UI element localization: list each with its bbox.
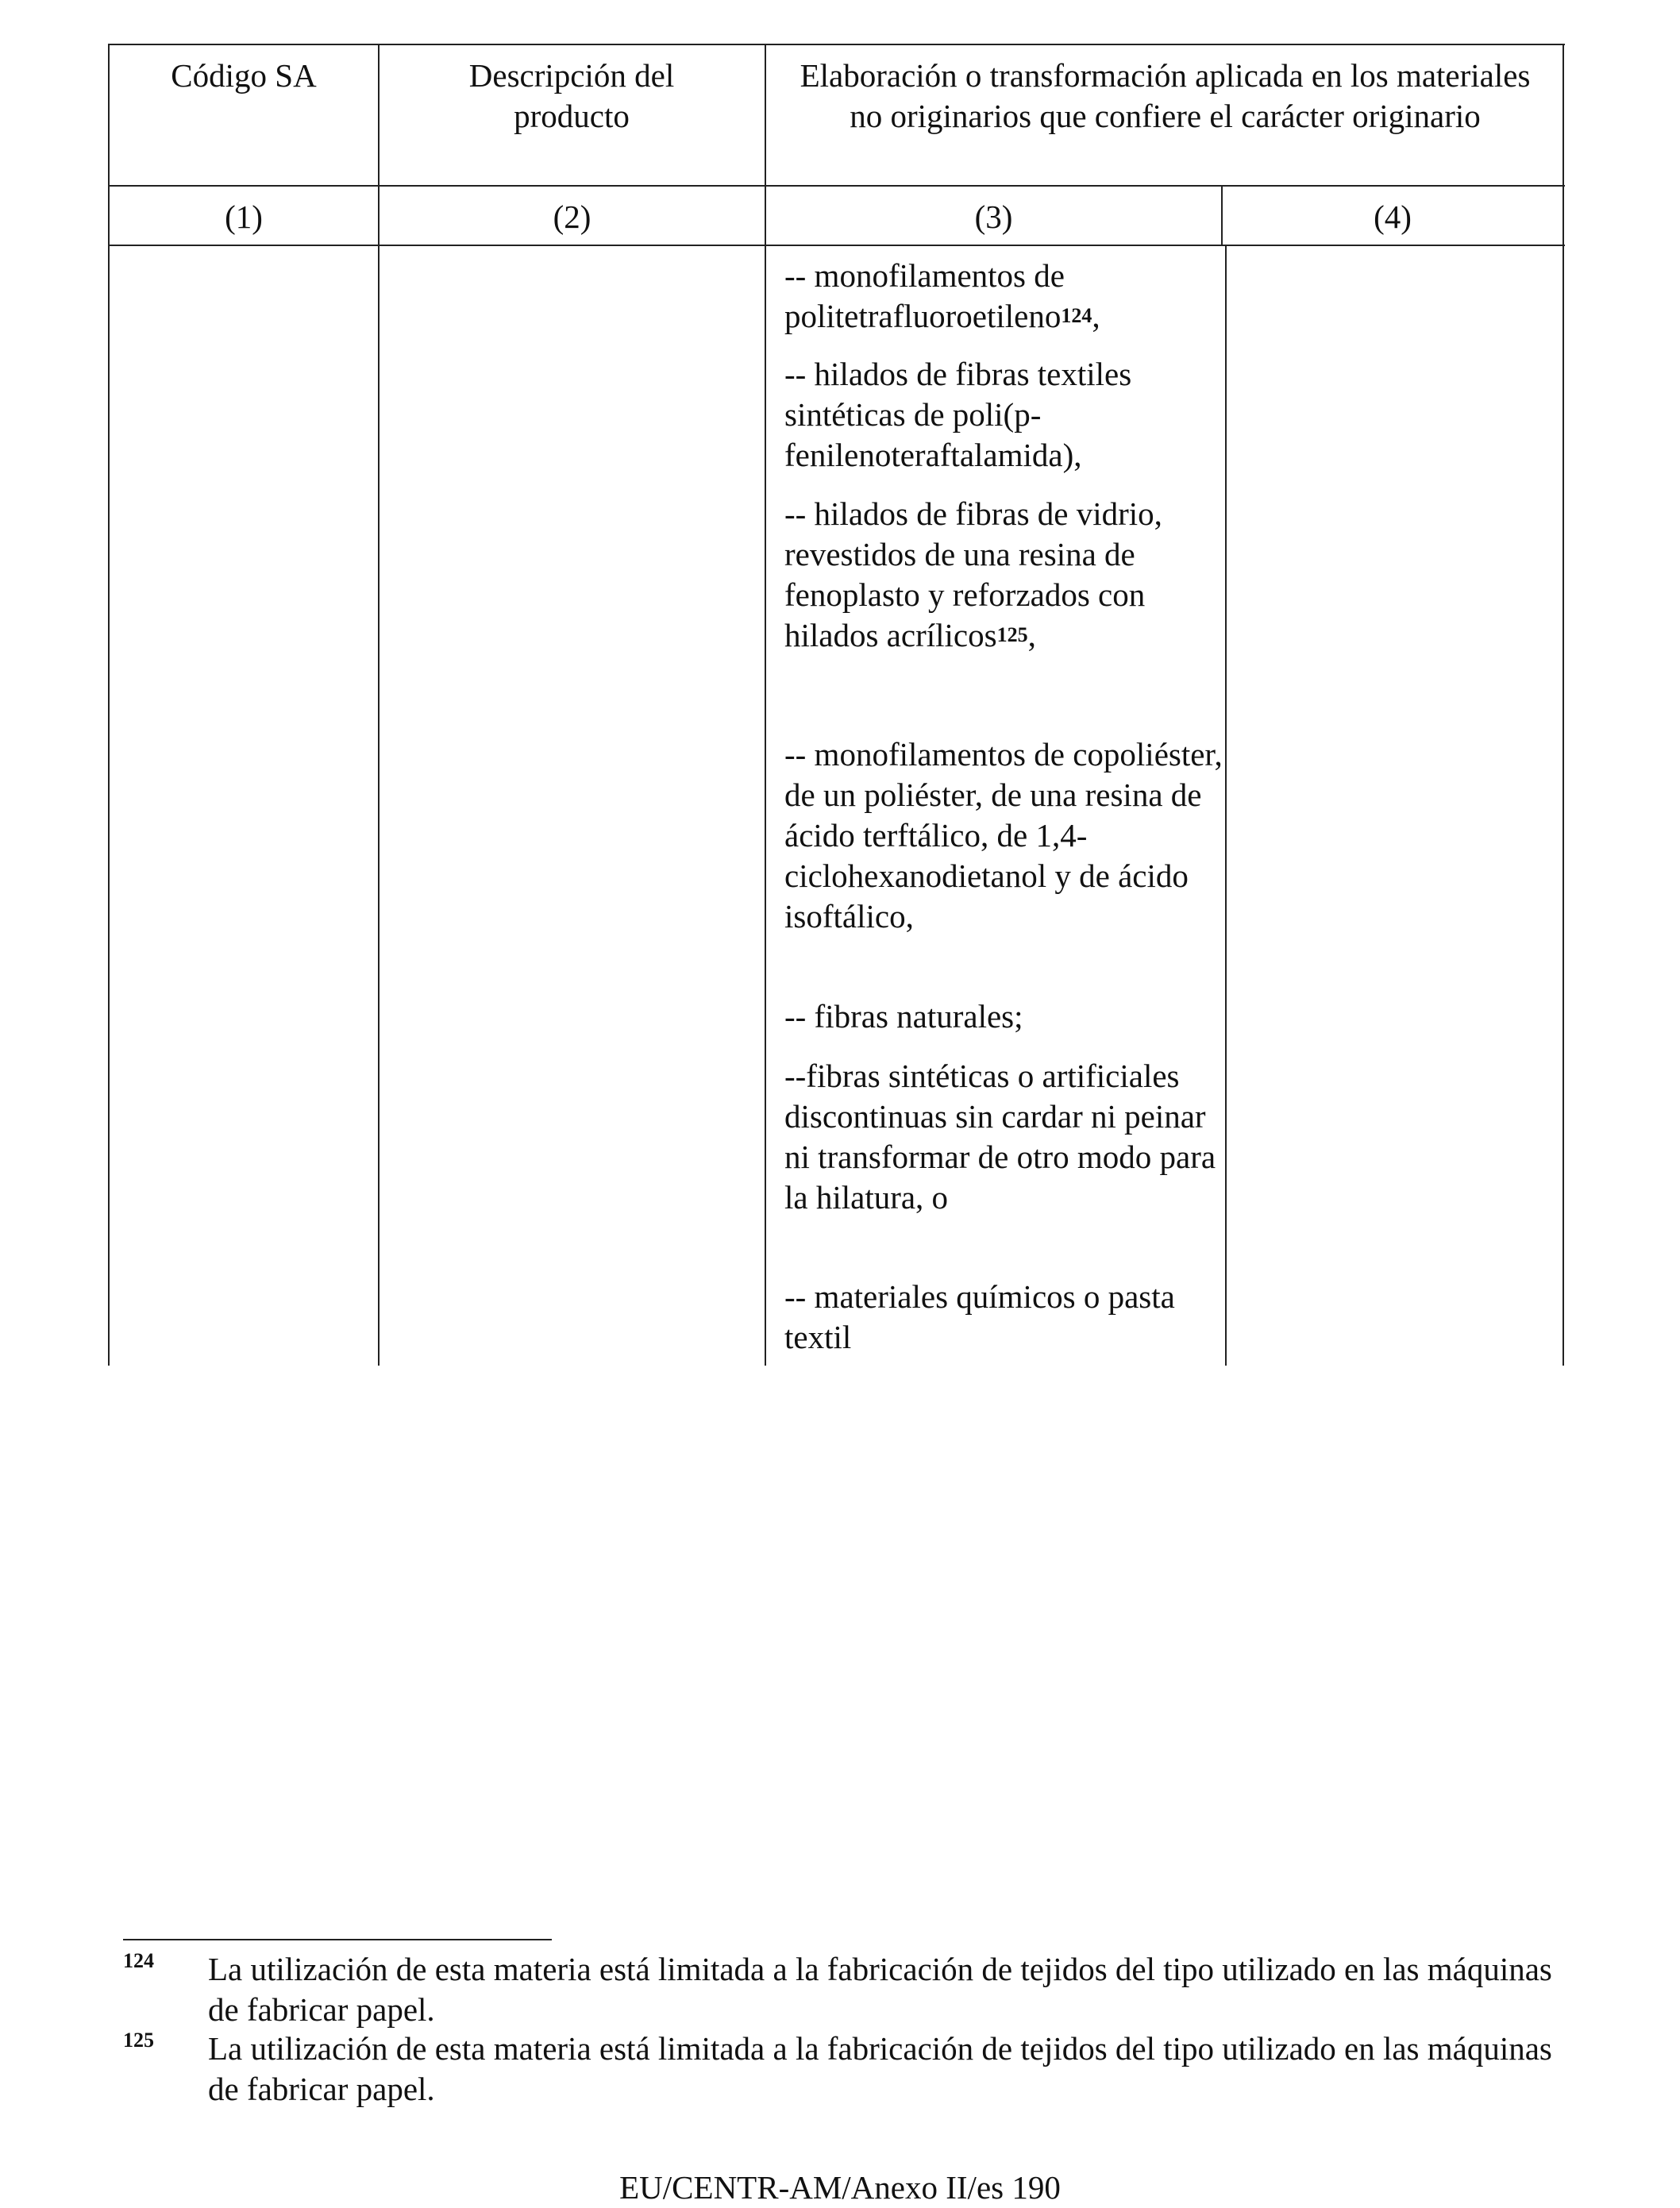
header-col-descripcion: Descripción del producto (468, 57, 675, 134)
item-text: -- hilados de fibras de vidrio, revestidos de una resina de fenoplasto y reforzados con hilados acrílicos (784, 495, 1162, 653)
list-item (784, 354, 1229, 476)
page-footer: EU/CENTR-AM/Anexo II/es 190 (619, 2169, 1061, 2206)
item-text: -- monofilamentos de copoliéster, de un poliéster, de una resina de ácido terftálico, de 1,4-ciclohexanodietanol y de ácido isoftálico, (784, 736, 1223, 934)
footnote-ref: 125 (996, 623, 1028, 646)
list-item (784, 256, 1229, 337)
column-divider-1-2 (378, 44, 380, 1366)
item-text: -- monofilamentos de politetrafluoroetileno (784, 257, 1065, 334)
header-col-elaboracion: Elaboración o transformación aplicada en los materiales no originarios que confiere el carácter originario (800, 57, 1531, 134)
item-text: -- hilados de fibras textiles sintéticas de poli(p-fenilenoteraftalamida), (784, 356, 1132, 473)
footnote-text: La utilización de esta materia está limitada a la fabricación de tejidos del tipo utilizado en las máquinas de fabricar papel. (208, 2030, 1552, 2107)
header-num-2: (2) (553, 198, 591, 235)
item-tail: , (1027, 617, 1036, 653)
footnote-separator (123, 1939, 552, 1940)
list-item (784, 996, 1229, 1037)
item-text: -- fibras naturales; (784, 998, 1023, 1035)
footnote-text: La utilización de esta materia está limitada a la fabricación de tejidos del tipo utilizado en las máquinas de fabricar papel. (208, 1951, 1552, 2028)
item-text: -- materiales químicos o pasta textil (784, 1278, 1175, 1355)
table-right-border (1562, 44, 1564, 1366)
table-left-border (108, 44, 110, 1366)
column-divider-2-3 (765, 44, 766, 1366)
header-num-3: (3) (974, 198, 1013, 235)
list-item (784, 1277, 1229, 1358)
list-item (784, 734, 1229, 937)
header-num-4: (4) (1374, 198, 1412, 235)
header-col-codigo: Código SA (171, 57, 317, 94)
header-num-1: (1) (225, 198, 263, 235)
number-row-divider (108, 245, 1565, 246)
table-top-border (108, 44, 1565, 45)
footnote-number: 124 (123, 1949, 154, 1972)
footnote-ref: 124 (1061, 304, 1092, 327)
list-item (784, 494, 1229, 656)
item-tail: , (1092, 298, 1100, 334)
list-item (784, 1056, 1229, 1218)
item-text: --fibras sintéticas o artificiales discontinuas sin cardar ni peinar ni transformar de otro modo para la hilatura, o (784, 1058, 1216, 1216)
footnote-number: 125 (123, 2029, 154, 2052)
header-divider (108, 185, 1565, 187)
